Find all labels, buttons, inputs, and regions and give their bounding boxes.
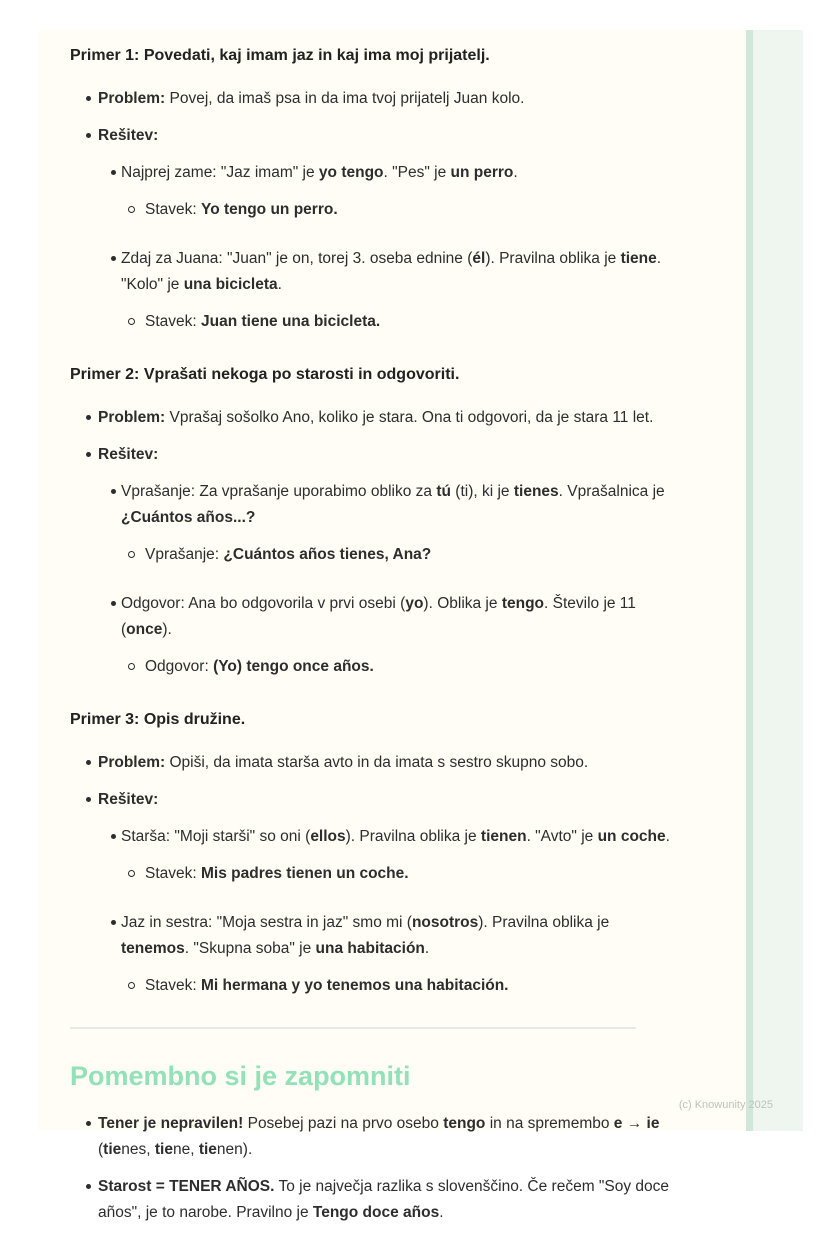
- text-run: . "Pes" je: [383, 164, 451, 181]
- list-item-text: [121, 910, 670, 962]
- disc-bullet-icon: [111, 834, 116, 839]
- list-item: [70, 86, 670, 112]
- bold-text-run: tie: [154, 1141, 173, 1158]
- text-run: ne,: [172, 1141, 199, 1158]
- list-item: [70, 750, 670, 776]
- text-run: ). Oblika je: [423, 595, 502, 612]
- text-run: ). Pravilna oblika je: [478, 914, 610, 931]
- circle-bullet-icon: [128, 551, 135, 558]
- text-run: Najprej zame: "Jaz imam" je: [121, 164, 319, 181]
- bold-text-run: él: [472, 250, 486, 267]
- bold-text-run: tienes: [513, 483, 559, 500]
- bold-text-run: Tener je nepravilen!: [98, 1115, 244, 1132]
- bold-text-run: Mis padres tienen un coche.: [201, 865, 409, 882]
- list-item: [70, 1174, 670, 1226]
- bold-text-run: un coche: [597, 828, 666, 845]
- disc-bullet-icon: [111, 256, 116, 261]
- disc-bullet-icon: [86, 415, 91, 420]
- disc-bullet-icon: [86, 452, 91, 457]
- bold-text-run: Juan tiene una bicicleta.: [201, 313, 381, 330]
- list-item: [70, 1111, 670, 1163]
- list-item: [70, 787, 670, 813]
- important-section-heading: [70, 1059, 670, 1093]
- bold-text-run: nosotros: [411, 914, 479, 931]
- bold-text-run: ¿Cuántos años tienes, Ana?: [223, 546, 432, 563]
- list-item-text: [121, 824, 670, 850]
- list-item-text: [98, 86, 670, 112]
- bullet-list: [70, 750, 670, 999]
- text-run: .: [277, 276, 282, 293]
- bold-text-run: tú: [436, 483, 451, 500]
- disc-bullet-icon: [111, 170, 116, 175]
- bold-text-run: Primer 1: Povedati, kaj imam jaz in kaj ima moj prijatelj.: [70, 47, 490, 64]
- copyright-notice: (c) Knowunity 2025: [678, 1099, 773, 1111]
- bold-text-run: Problem:: [98, 409, 166, 426]
- list-item: [70, 442, 670, 468]
- disc-bullet-icon: [86, 1121, 91, 1126]
- bold-text-run: Primer 3: Opis družine.: [70, 711, 246, 728]
- bold-text-run: ¿Cuántos años...?: [121, 509, 256, 526]
- list-item: [70, 246, 670, 298]
- bold-text-run: Primer 2: Vprašati nekoga po starosti in odgovoriti.: [70, 366, 460, 383]
- list-item-text: [145, 654, 670, 680]
- list-item-text: [98, 1174, 670, 1226]
- list-item: [70, 973, 670, 999]
- text-run: ). Pravilna oblika je: [345, 828, 481, 845]
- list-item: [70, 197, 670, 223]
- list-item: [70, 824, 670, 850]
- text-run: . Vprašalnica je: [558, 483, 665, 500]
- primer-3-heading: [70, 708, 670, 732]
- circle-bullet-icon: [128, 318, 135, 325]
- list-item-text: [145, 542, 670, 568]
- text-run: in na spremembo: [485, 1115, 614, 1132]
- text-run: nen).: [216, 1141, 253, 1158]
- document-page: [38, 30, 803, 1221]
- text-run: Stavek:: [145, 313, 201, 330]
- list-item: [70, 123, 670, 149]
- text-run: Vprašanje:: [145, 546, 224, 563]
- list-item-text: [98, 123, 670, 149]
- bold-text-run: once: [126, 621, 163, 638]
- bold-text-run: una habitación: [315, 940, 425, 957]
- bold-text-run: yo: [405, 595, 424, 612]
- bold-text-run: Rešitev:: [98, 446, 159, 463]
- bold-text-run: tie: [198, 1141, 217, 1158]
- text-run: .: [513, 164, 518, 181]
- list-item-text: [121, 479, 670, 531]
- list-item-text: [98, 405, 670, 431]
- list-item-text: [121, 591, 670, 643]
- bold-text-run: (Yo) tengo once años.: [213, 658, 374, 675]
- list-item: [70, 654, 670, 680]
- bold-text-run: tenemos: [121, 940, 185, 957]
- bold-text-run: Yo tengo un perro.: [201, 201, 338, 218]
- list-item-text: [121, 246, 670, 298]
- text-run: .: [665, 828, 670, 845]
- bold-text-run: Rešitev:: [98, 791, 159, 808]
- bold-text-run: Rešitev:: [98, 127, 159, 144]
- list-item-text: [98, 750, 670, 776]
- bullet-list: [70, 1111, 670, 1226]
- disc-bullet-icon: [86, 133, 91, 138]
- list-item: [70, 479, 670, 531]
- bold-text-run: un perro: [450, 164, 514, 181]
- primer-2-heading: [70, 363, 670, 387]
- bold-text-run: tiene: [620, 250, 657, 267]
- text-run: Odgovor:: [145, 658, 214, 675]
- bold-text-run: tienen: [480, 828, 527, 845]
- list-item-text: [98, 442, 670, 468]
- text-run: Stavek:: [145, 201, 201, 218]
- circle-bullet-icon: [128, 206, 135, 213]
- list-item-text: [145, 309, 670, 335]
- list-item-text: [145, 973, 670, 999]
- bold-text-run: Problem:: [98, 754, 166, 771]
- list-item-text: [145, 197, 670, 223]
- bold-text-run: una bicicleta: [183, 276, 278, 293]
- bold-text-run: Problem:: [98, 90, 166, 107]
- text-run: Jaz in sestra: "Moja sestra in jaz" smo mi (: [121, 914, 412, 931]
- circle-bullet-icon: [128, 663, 135, 670]
- page-margin-panel: [753, 30, 803, 1131]
- list-item: [70, 910, 670, 962]
- primer-1-heading: [70, 44, 670, 68]
- text-run: Zdaj za Juana: "Juan" je on, torej 3. oseba ednine (: [121, 250, 473, 267]
- text-run: Posebej pazi na prvo osebo: [243, 1115, 444, 1132]
- text-run: Vprašaj sošolko Ano, koliko je stara. Ona ti odgovori, da je stara 11 let.: [165, 409, 654, 426]
- list-item: [70, 309, 670, 335]
- list-item-text: [145, 861, 670, 887]
- text-run: Odgovor: Ana bo odgovorila v prvi osebi (: [121, 595, 406, 612]
- text-run: Povej, da imaš psa in da ima tvoj prijatelj Juan kolo.: [165, 90, 525, 107]
- text-run: .: [424, 940, 430, 957]
- bold-text-run: Pomembno si je zapomniti: [70, 1061, 411, 1091]
- text-run: (ti), ki je: [450, 483, 514, 500]
- bold-text-run: tengo: [443, 1115, 486, 1132]
- text-run: Opiši, da imata starša avto in da imata s sestro skupno sobo.: [165, 754, 589, 771]
- list-item: [70, 160, 670, 186]
- list-item: [70, 405, 670, 431]
- text-run: (: [98, 1141, 104, 1158]
- disc-bullet-icon: [111, 489, 116, 494]
- text-run: ).: [162, 621, 172, 638]
- bold-text-run: Tengo doce años: [312, 1204, 440, 1221]
- text-run: . "Skupna soba" je: [184, 940, 316, 957]
- disc-bullet-icon: [86, 797, 91, 802]
- disc-bullet-icon: [86, 96, 91, 101]
- bold-text-run: Starost = TENER AÑOS.: [98, 1178, 275, 1195]
- list-item: [70, 542, 670, 568]
- document-content: [70, 44, 670, 1237]
- list-item-text: [121, 160, 670, 186]
- text-run: To je največja razlika s slovenščino. Če rečem "Soy doce años", je to narobe. Pravilno je: [98, 1178, 670, 1221]
- circle-bullet-icon: [128, 870, 135, 877]
- bold-text-run: tengo: [501, 595, 544, 612]
- bold-text-run: e → ie: [613, 1115, 660, 1132]
- text-run: . "Kolo" je: [121, 250, 662, 293]
- list-item: [70, 591, 670, 643]
- text-run: Vprašanje: Za vprašanje uporabimo obliko za: [121, 483, 437, 500]
- list-item-text: [98, 787, 670, 813]
- bold-text-run: Mi hermana y yo tenemos una habitación.: [201, 977, 509, 994]
- text-run: . Število je 11 (: [121, 595, 636, 638]
- text-run: . "Avto" je: [526, 828, 598, 845]
- disc-bullet-icon: [111, 601, 116, 606]
- text-run: Stavek:: [145, 977, 201, 994]
- disc-bullet-icon: [111, 920, 116, 925]
- text-run: Stavek:: [145, 865, 201, 882]
- list-item: [70, 861, 670, 887]
- page-edge-line: [746, 30, 753, 1131]
- bullet-list: [70, 405, 670, 680]
- text-run: Starša: "Moji starši" so oni (: [121, 828, 311, 845]
- bold-text-run: yo tengo: [318, 164, 384, 181]
- text-run: .: [439, 1204, 444, 1221]
- text-run: nes,: [121, 1141, 155, 1158]
- circle-bullet-icon: [128, 982, 135, 989]
- bold-text-run: tie: [103, 1141, 122, 1158]
- disc-bullet-icon: [86, 760, 91, 765]
- disc-bullet-icon: [86, 1184, 91, 1189]
- bullet-list: [70, 86, 670, 335]
- list-item-text: [98, 1111, 670, 1163]
- text-run: ). Pravilna oblika je: [485, 250, 621, 267]
- bold-text-run: ellos: [310, 828, 346, 845]
- section-divider: [70, 1027, 636, 1029]
